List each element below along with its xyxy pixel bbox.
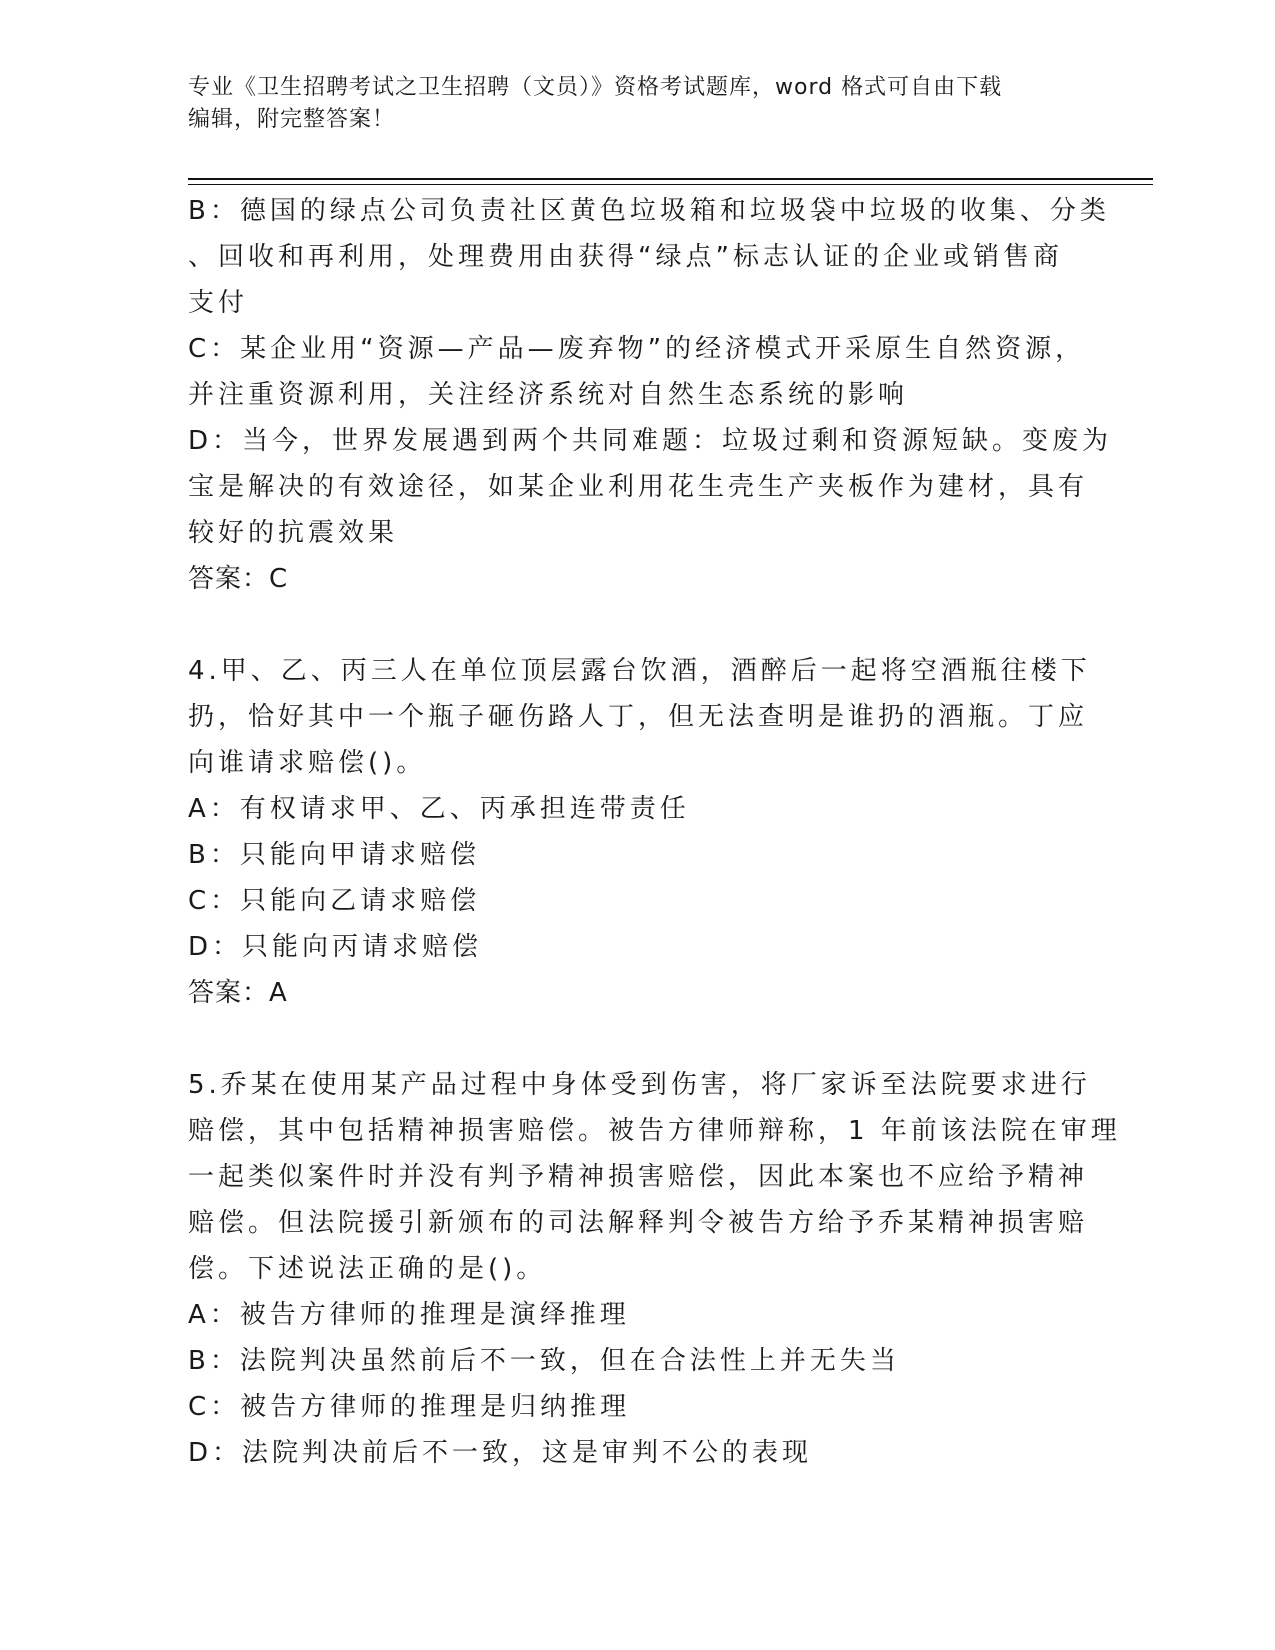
option-d-line-2: 宝是解决的有效途径，如某企业利用花生壳生产夹板作为建材，具有 bbox=[188, 472, 1089, 502]
option-b: B：法院判决虽然前后不一致，但在合法性上并无失当 bbox=[188, 1346, 900, 1376]
stem-line-1: 4.甲、乙、丙三人在单位顶层露台饮酒，酒醉后一起将空酒瓶往楼下 bbox=[188, 656, 1091, 686]
option-b: B：只能向甲请求赔偿 bbox=[188, 840, 480, 870]
option-c-line-2: 并注重资源利用，关注经济系统对自然生态系统的影响 bbox=[188, 380, 909, 410]
option-a: A：被告方律师的推理是演绎推理 bbox=[188, 1300, 630, 1330]
option-c bbox=[188, 326, 1088, 418]
option-c: C：被告方律师的推理是归纳推理 bbox=[188, 1392, 631, 1422]
stem-line-2: 扔，恰好其中一个瓶子砸伤路人丁，但无法查明是谁扔的酒瓶。丁应 bbox=[188, 702, 1089, 732]
option-b-line-3: 支付 bbox=[188, 288, 249, 318]
option-d: D：只能向丙请求赔偿 bbox=[188, 932, 483, 962]
header-line-2: 编辑，附完整答案！ bbox=[188, 107, 396, 132]
stem-line-4: 赔偿。但法院援引新颁布的司法解释判令被告方给予乔某精神损害赔 bbox=[188, 1208, 1089, 1238]
spacer bbox=[188, 1016, 1088, 1062]
question-4 bbox=[188, 648, 1091, 1016]
option-d: D：法院判决前后不一致，这是审判不公的表现 bbox=[188, 1438, 813, 1468]
option-c: C：只能向乙请求赔偿 bbox=[188, 886, 481, 916]
option-d-line-1: D：当今，世界发展遇到两个共同难题：垃圾过剩和资源短缺。变废为 bbox=[188, 426, 1113, 456]
option-b-line-1: B：德国的绿点公司负责社区黄色垃圾箱和垃圾袋中垃圾的收集、分类 bbox=[188, 196, 1110, 226]
document-header bbox=[188, 72, 1088, 136]
option-a: A：有权请求甲、乙、丙承担连带责任 bbox=[188, 794, 690, 824]
option-d bbox=[188, 418, 1113, 556]
header-rule-thin bbox=[188, 184, 1153, 185]
stem-line-5: 偿。下述说法正确的是()。 bbox=[188, 1254, 547, 1284]
question-stem bbox=[188, 1062, 1121, 1292]
header-line-1: 专业《卫生招聘考试之卫生招聘（文员）》资格考试题库，word 格式可自由下载 bbox=[188, 75, 1003, 100]
stem-line-3: 一起类似案件时并没有判予精神损害赔偿，因此本案也不应给予精神 bbox=[188, 1162, 1089, 1192]
answer-label: 答案：C bbox=[188, 564, 289, 594]
question-stem bbox=[188, 648, 1091, 786]
header-rule-thick bbox=[188, 178, 1153, 180]
option-b bbox=[188, 188, 1110, 326]
stem-line-3: 向谁请求赔偿()。 bbox=[188, 748, 427, 778]
answer-label: 答案：A bbox=[188, 978, 288, 1008]
spacer bbox=[188, 602, 1088, 648]
option-d-line-3: 较好的抗震效果 bbox=[188, 518, 399, 548]
stem-line-2: 赔偿，其中包括精神损害赔偿。被告方律师辩称，1 年前该法院在审理 bbox=[188, 1116, 1121, 1146]
stem-line-1: 5.乔某在使用某产品过程中身体受到伤害，将厂家诉至法院要求进行 bbox=[188, 1070, 1091, 1100]
question-5 bbox=[188, 1062, 1121, 1476]
question-content bbox=[188, 188, 1121, 1476]
option-c-line-1: C：某企业用“资源—产品—废弃物”的经济模式开采原生自然资源， bbox=[188, 334, 1086, 364]
option-b-line-2: 、回收和再利用，处理费用由获得“绿点”标志认证的企业或销售商 bbox=[188, 242, 1063, 272]
question-3 bbox=[188, 188, 1113, 602]
